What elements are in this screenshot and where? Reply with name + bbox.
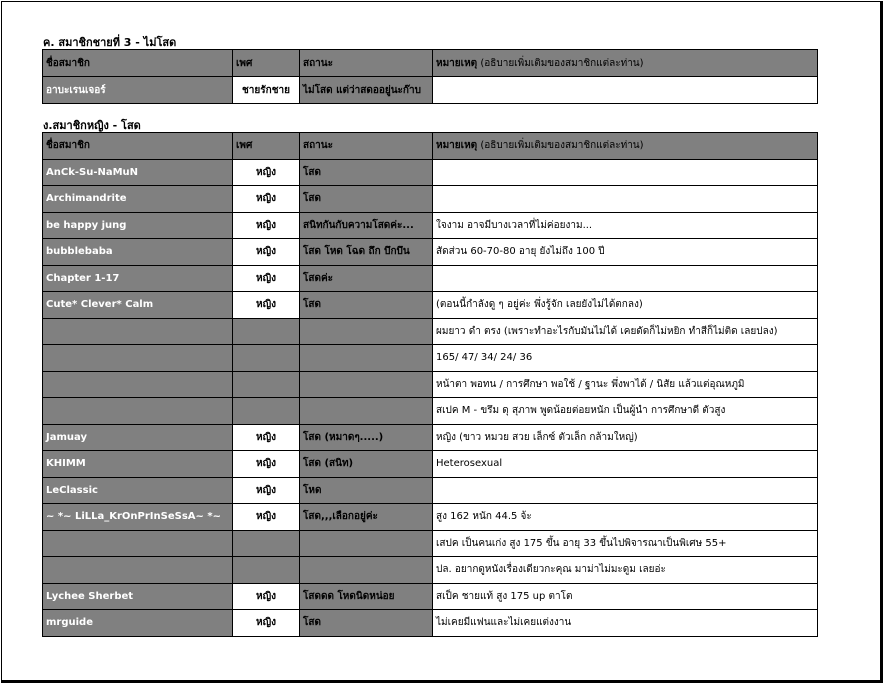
status-cell: โหด: [300, 477, 433, 504]
table-row: [43, 477, 818, 504]
status-cell: [300, 318, 433, 345]
member-name-cell: [43, 530, 233, 557]
sex-cell: [233, 318, 300, 345]
status-cell: โสด: [300, 159, 433, 186]
status-cell: โสด (หมาดๆ.....): [300, 424, 433, 451]
header-name: ชื่อสมาชิก: [43, 50, 233, 77]
header-remark-bold: หมายเหตุ: [436, 57, 478, 69]
member-name-cell: อาบะเรนเจอร์: [43, 77, 233, 104]
header-row: [43, 50, 818, 77]
table-row: [43, 557, 818, 584]
member-name-cell: Lychee Sherbet: [43, 583, 233, 610]
table-row: [43, 610, 818, 637]
status-cell: [300, 557, 433, 584]
table-row: [43, 371, 818, 398]
table-row: [43, 398, 818, 425]
table-row: [43, 451, 818, 478]
remark-cell: 165/ 47/ 34/ 24/ 36: [433, 345, 818, 372]
member-name-cell: mrguide: [43, 610, 233, 637]
member-name-cell: [43, 345, 233, 372]
table-row: [43, 504, 818, 531]
table-row: [43, 530, 818, 557]
sex-cell: หญิง: [233, 239, 300, 266]
header-remark-rest: (อธิบายเพิ่มเติมของสมาชิกแต่ละท่าน): [477, 57, 644, 69]
remark-cell: สเปค M - ขรึม ดุ สุภาพ พูดน้อยต่อยหนัก เป็นผู้นำ การศึกษาดี ตัวสูง: [433, 398, 818, 425]
sex-cell: หญิง: [233, 265, 300, 292]
member-name-cell: [43, 371, 233, 398]
remark-cell: หญิง (ขาว หมวย สวย เล็กซ์ ตัวเล็ก กล้ามใหญ่): [433, 424, 818, 451]
remark-cell: ปล. อยากดูหนังเรื่องเดียวกะคุณ มาม่าไม่มะดูม เลยอ่ะ: [433, 557, 818, 584]
status-cell: [300, 530, 433, 557]
table-row: [43, 239, 818, 266]
header-name: ชื่อสมาชิก: [43, 133, 233, 160]
header-sex: เพศ: [233, 50, 300, 77]
table-row: [43, 292, 818, 319]
table-row: [43, 212, 818, 239]
sex-cell: หญิง: [233, 477, 300, 504]
status-cell: โสด,,,เลือกอยู่ค่ะ: [300, 504, 433, 531]
sex-cell: หญิง: [233, 583, 300, 610]
remark-cell: ใจงาม อาจมีบางเวลาที่ไม่ค่อยงาม...: [433, 212, 818, 239]
status-cell: โสด: [300, 610, 433, 637]
status-cell: โสดค่ะ: [300, 265, 433, 292]
table-row: [43, 583, 818, 610]
sex-cell: หญิง: [233, 159, 300, 186]
table-row: [43, 159, 818, 186]
header-status: สถานะ: [300, 133, 433, 160]
status-cell: [300, 398, 433, 425]
member-name-cell: [43, 557, 233, 584]
status-cell: โสด: [300, 186, 433, 213]
sex-cell: ชายรักชาย: [233, 77, 300, 104]
remark-cell: (ตอนนี้กำลังดู ๆ อยู่ค่ะ พึ่งรู้จัก เลยยังไม่ได้ตกลง): [433, 292, 818, 319]
sex-cell: หญิง: [233, 292, 300, 319]
status-cell: โสด โหด โฉด ถึก บึกบึน: [300, 239, 433, 266]
sex-cell: หญิง: [233, 186, 300, 213]
table-row: [43, 186, 818, 213]
section-d-title: ง.สมาชิกหญิง - โสด: [43, 119, 141, 132]
table-row: [43, 318, 818, 345]
member-name-cell: LeClassic: [43, 477, 233, 504]
table-row: [43, 265, 818, 292]
sex-cell: หญิง: [233, 424, 300, 451]
remark-cell: สเป็ค ชายแท้ สูง 175 up ตาโต: [433, 583, 818, 610]
header-remark-bold: หมายเหตุ: [436, 140, 478, 152]
header-status: สถานะ: [300, 50, 433, 77]
remark-cell: [433, 477, 818, 504]
sex-cell: [233, 530, 300, 557]
section-d-table: [42, 132, 818, 637]
status-cell: โสด (สนิท): [300, 451, 433, 478]
status-cell: โสด: [300, 292, 433, 319]
sex-cell: หญิง: [233, 451, 300, 478]
sex-cell: [233, 398, 300, 425]
remark-cell: เสปค เป็นคนเก่ง สูง 175 ขึ้น อายุ 33 ขึ้นไปพิจารณาเป็นพิเศษ 55+: [433, 530, 818, 557]
member-name-cell: Archimandrite: [43, 186, 233, 213]
member-name-cell: AnCk-Su-NaMuN: [43, 159, 233, 186]
table-row: [43, 345, 818, 372]
remark-cell: Heterosexual: [433, 451, 818, 478]
remark-cell: [433, 159, 818, 186]
section-c-title: ค. สมาชิกชายที่ 3 - ไม่โสด: [43, 36, 177, 49]
sex-cell: หญิง: [233, 504, 300, 531]
remark-cell: ผมยาว ดำ ตรง (เพราะทำอะไรกับมันไม่ได้ เคยดัดก็ไม่หยิก ทำสีก็ไม่ติด เลยปลง): [433, 318, 818, 345]
member-name-cell: bubblebaba: [43, 239, 233, 266]
status-cell: โสดดด โหดนิดหน่อย: [300, 583, 433, 610]
header-remark: [433, 133, 818, 160]
member-name-cell: Chapter 1-17: [43, 265, 233, 292]
member-name-cell: be happy jung: [43, 212, 233, 239]
table-row: [43, 424, 818, 451]
remark-cell: สัดส่วน 60-70-80 อายุ ยังไม่ถึง 100 ปี: [433, 239, 818, 266]
status-cell: สนิทกันกับความโสดค่ะ...: [300, 212, 433, 239]
sex-cell: หญิง: [233, 212, 300, 239]
remark-cell: ไม่เคยมีแฟนและไม่เคยแต่งงาน: [433, 610, 818, 637]
header-remark: [433, 50, 818, 77]
member-name-cell: KHIMM: [43, 451, 233, 478]
member-name-cell: Jamuay: [43, 424, 233, 451]
member-name-cell: [43, 318, 233, 345]
header-remark-rest: (อธิบายเพิ่มเติมของสมาชิกแต่ละท่าน): [477, 140, 644, 152]
header-sex: เพศ: [233, 133, 300, 160]
status-cell: ไม่โสด แต่ว่าสดออยู่นะก๊าบ: [300, 77, 433, 104]
remark-cell: หน้าตา พอทน / การศึกษา พอใช้ / ฐานะ พึ่งพาได้ / นิสัย แล้วแต่อุณหภูมิ: [433, 371, 818, 398]
member-name-cell: [43, 398, 233, 425]
member-name-cell: ~ *~ LiLLa_KrOnPrInSeSsA~ *~: [43, 504, 233, 531]
sex-cell: [233, 345, 300, 372]
remark-cell: [433, 265, 818, 292]
section-c-table: [42, 49, 818, 104]
status-cell: [300, 371, 433, 398]
sex-cell: [233, 371, 300, 398]
sex-cell: หญิง: [233, 610, 300, 637]
remark-cell: [433, 77, 818, 104]
table-row: [43, 77, 818, 104]
member-name-cell: Cute* Clever* Calm: [43, 292, 233, 319]
remark-cell: [433, 186, 818, 213]
status-cell: [300, 345, 433, 372]
header-row: [43, 133, 818, 160]
sex-cell: [233, 557, 300, 584]
remark-cell: สูง 162 หนัก 44.5 จ้ะ: [433, 504, 818, 531]
